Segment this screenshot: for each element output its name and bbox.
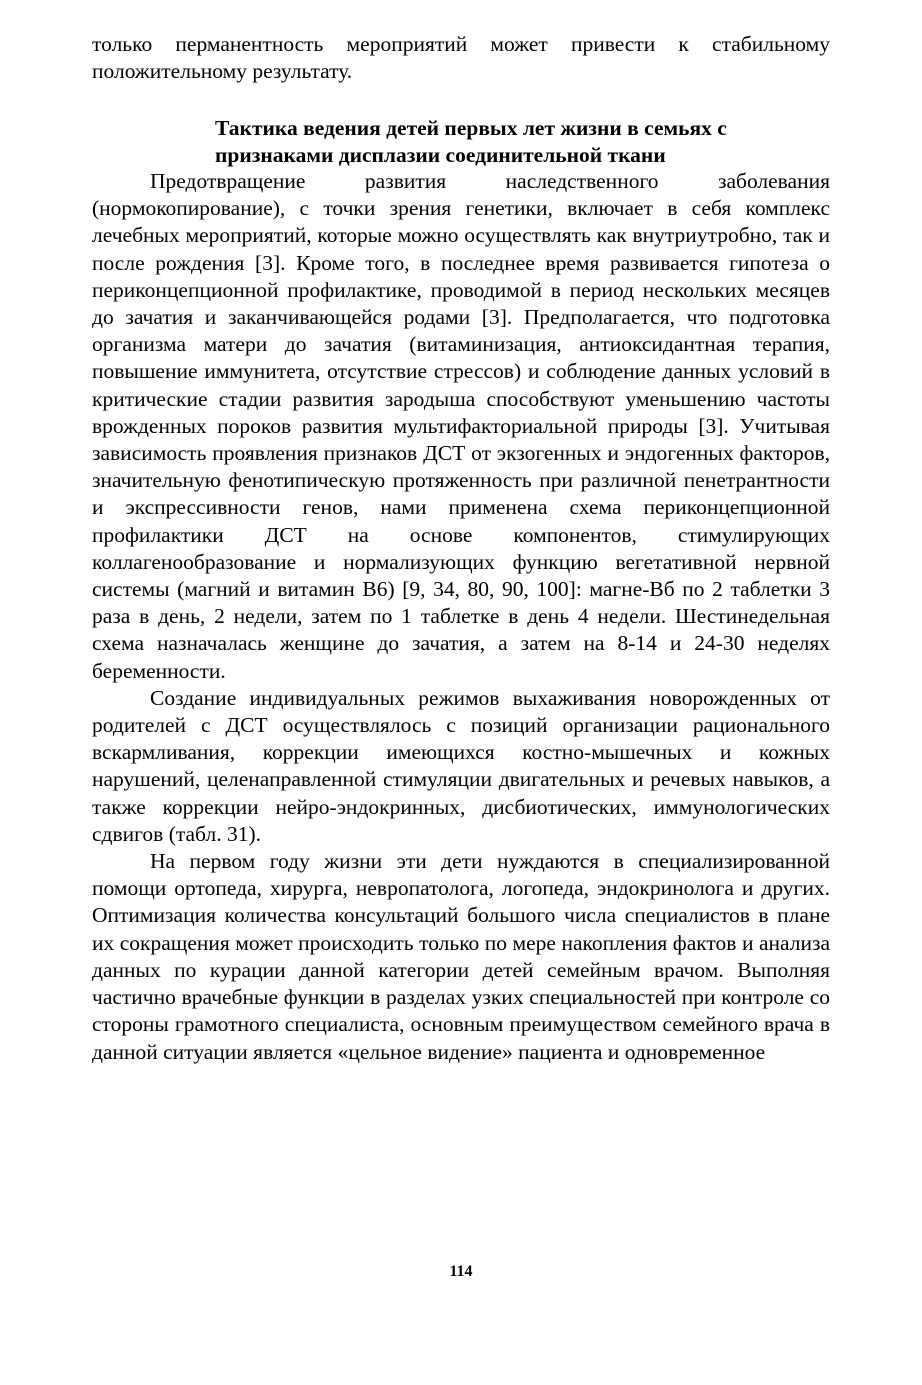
section-heading <box>215 115 815 169</box>
paragraph-newborn-care: Создание индивидуальных режимов выхаживания новорожденных от родителей с ДСТ осуществлялось с позиций организации рационального вскармливания, коррекции имеющихся костно-мышечных и кожных нарушений, целенаправленной стимуляции двигательных и речевых навыков, а также коррекции нейро-эндокринных, дисбиотических, иммунологических сдвигов (табл. 31). <box>92 685 830 846</box>
paragraph-prevention: Предотвращение развития наследственного заболевания (нормокопирование), с точки зрения генетики, включает в себя комплекс лечебных мероприятий, которые можно осуществлять как внутриутробно, так и после рождения [3]. Кроме того, в последнее время развивается гипотеза о периконцепционной профилактике, проводимой в период нескольких месяцев до зачатия и заканчивающейся родами [3]. Предполагается, что подготовка организма матери до зачатия (витаминизация, антиоксидантная терапия, повышение иммунитета, отсутствие стрессов) и соблюдение данных условий в критические стадии развития зародыша способствуют уменьшению частоты врожденных пороков развития мультифакториальной природы [3]. Учитывая зависимость проявления признаков ДСТ от экзогенных и эндогенных факторов, значительную фенотипическую протяженность при различной пенетрантности и экспрессивности генов, нами применена схема периконцепционной профилактики ДСТ на основе компонентов, стимулирующих коллагенообразование и нормализующих функцию вегетативной нервной системы (магний и витамин В6) [9, 34, 80, 90, 100]: магне-Вб по 2 таблетки 3 раза в день, 2 недели, затем по 1 таблетке в день 4 недели. Шестинедельная схема назначалась женщине до зачатия, а затем на 8-14 и 24-30 неделях беременности. <box>92 169 830 683</box>
page-number: 114 <box>449 1263 473 1280</box>
intro-paragraph-block <box>92 31 830 85</box>
section-heading-line-2: признаками дисплазии соединительной ткани <box>215 143 666 167</box>
intro-paragraph: только перманентность мероприятий может привести к стабильному положительному результату. <box>92 32 830 84</box>
body-text <box>92 168 830 1066</box>
section-heading-line-1: Тактика ведения детей первых лет жизни в семьях с <box>215 116 727 140</box>
paragraph-first-year: На первом году жизни эти дети нуждаются в специализированной помощи ортопеда, хирурга, невропатолога, логопеда, эндокринолога и других. Оптимизация количества консультаций большого числа специалистов в плане их сокращения может происходить только по мере накопления фактов и анализа данных по курации данной категории детей семейным врачом. Выполняя частично врачебные функции в разделах узких специальностей при контроле со стороны грамотного специалиста, основным преимуществом семейного врача в данной ситуации является «цельное видение» пациента и одновременное <box>92 849 830 1064</box>
